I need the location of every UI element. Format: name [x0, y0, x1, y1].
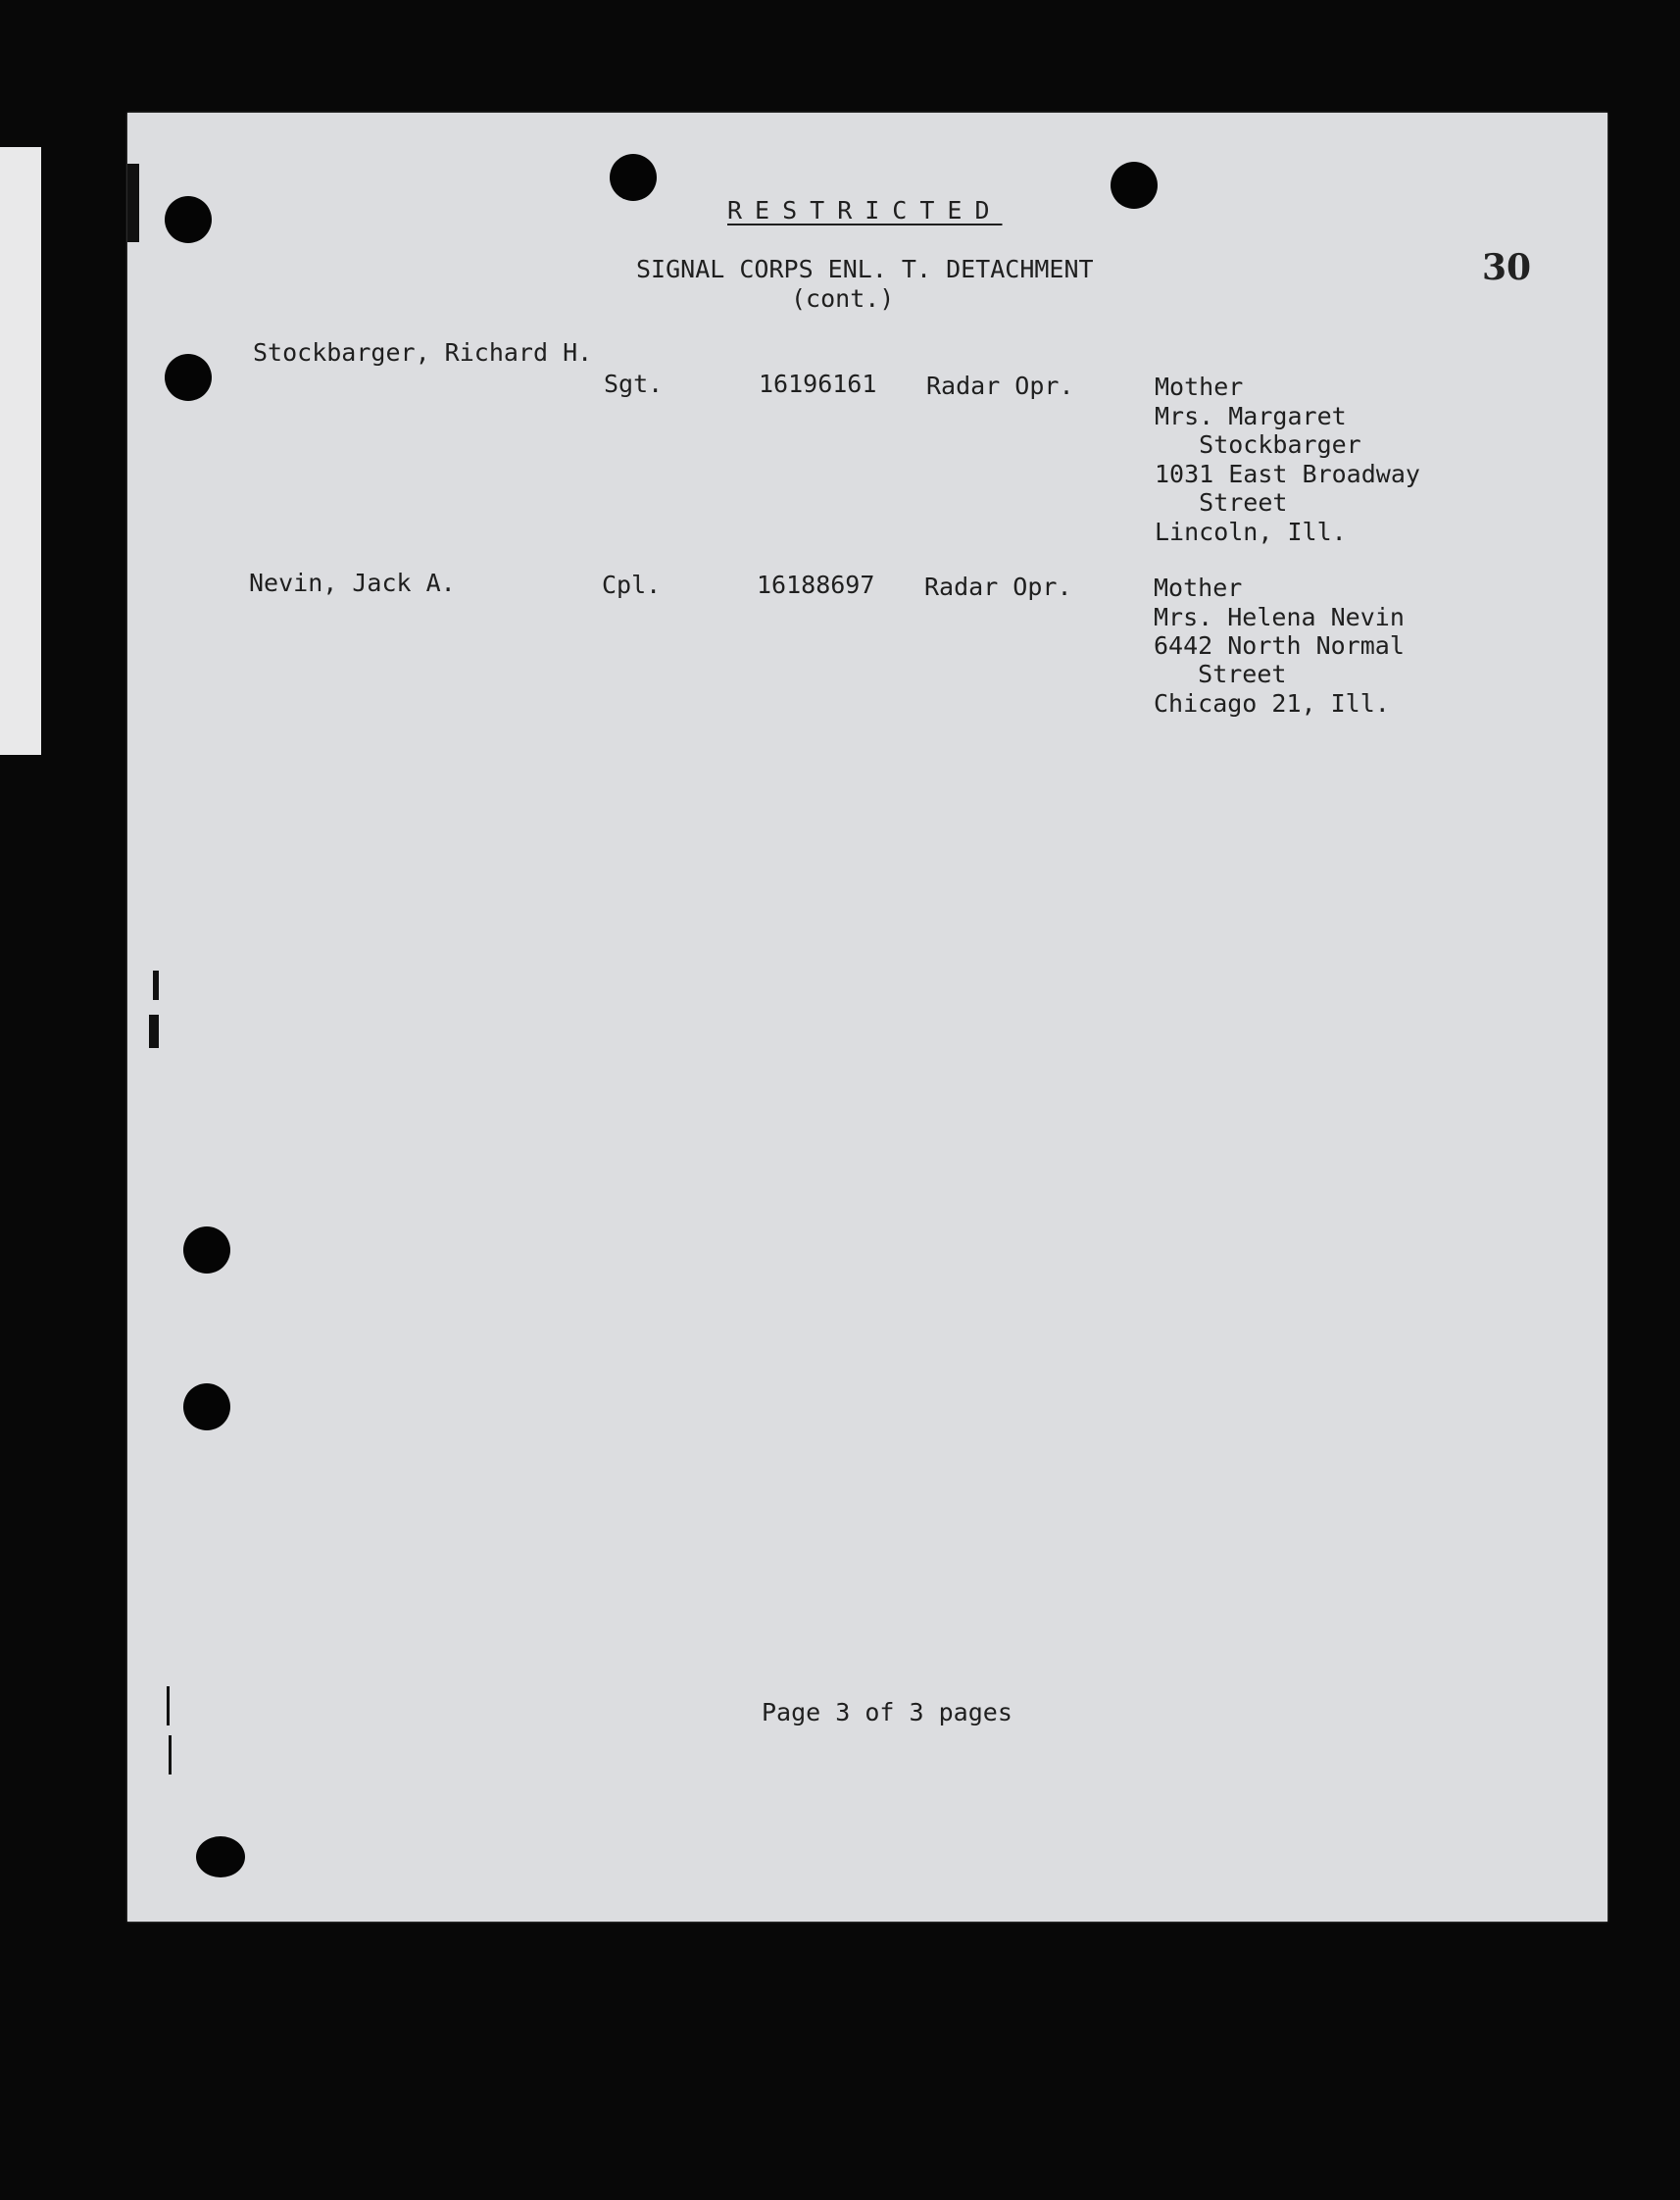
next-of-kin-line: Mrs. Helena Nevin [1154, 603, 1405, 631]
next-of-kin-line: Chicago 21, Ill. [1154, 689, 1390, 718]
soldier-name: Nevin, Jack A. [249, 569, 456, 597]
next-of-kin-line: 6442 North Normal [1154, 631, 1405, 660]
serial-number: 16188697 [757, 571, 875, 599]
next-of-kin-line: 1031 East Broadway [1155, 460, 1420, 488]
unit-subtitle: (cont.) [791, 284, 895, 313]
page-number: 30 [1482, 247, 1532, 288]
next-of-kin-line: Stockbarger [1155, 430, 1361, 459]
punch-hole [165, 196, 212, 243]
punch-hole [183, 1383, 230, 1430]
soldier-name: Stockbarger, Richard H. [253, 338, 593, 367]
classification-stamp: RESTRICTED [727, 196, 1003, 225]
punch-hole [183, 1226, 230, 1274]
rank: Cpl. [602, 571, 662, 599]
specialty: Radar Opr. [926, 372, 1074, 400]
punch-hole [610, 154, 657, 201]
punch-hole [1111, 162, 1158, 209]
next-of-kin-line: Mother [1155, 373, 1244, 401]
rank: Sgt. [604, 370, 664, 398]
binding-mark [127, 164, 139, 242]
next-of-kin-line: Street [1155, 488, 1288, 517]
unit-title: SIGNAL CORPS ENL. T. DETACHMENT [636, 255, 1094, 283]
binding-mark [167, 1686, 170, 1725]
adjacent-page-edge [0, 147, 41, 755]
binding-mark [149, 1015, 159, 1048]
binding-mark [153, 971, 159, 1000]
binding-mark [169, 1735, 172, 1775]
document-page [127, 113, 1607, 1922]
next-of-kin-line: Street [1154, 660, 1287, 688]
next-of-kin-line: Mother [1154, 574, 1243, 602]
serial-number: 16196161 [759, 370, 877, 398]
next-of-kin-line: Lincoln, Ill. [1155, 518, 1347, 546]
specialty: Radar Opr. [924, 573, 1072, 601]
next-of-kin-line: Mrs. Margaret [1155, 402, 1347, 430]
punch-hole [165, 354, 212, 401]
punch-hole [196, 1836, 245, 1877]
page-count-footer: Page 3 of 3 pages [762, 1698, 1013, 1726]
